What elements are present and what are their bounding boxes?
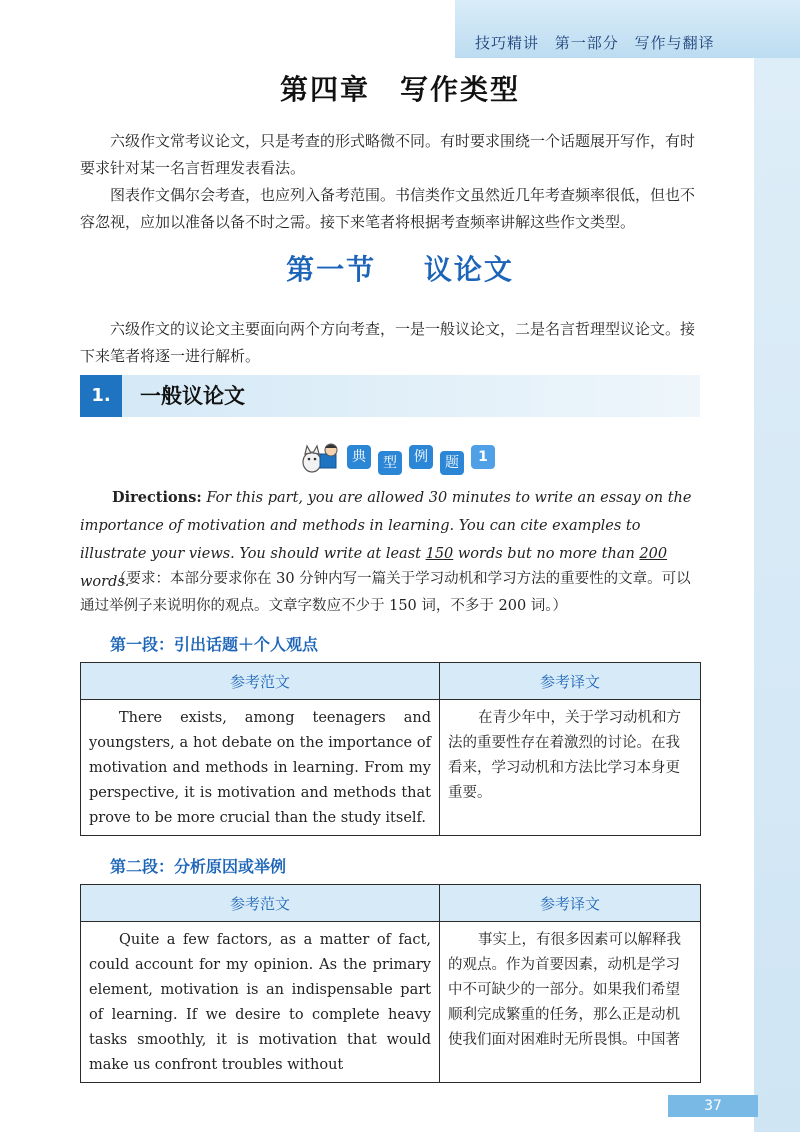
directions-text: words but no more than [457, 546, 635, 562]
paragraph-2-heading: 第二段：分析原因或举例 [110, 857, 287, 876]
side-decor-band [754, 0, 800, 1132]
example-char-tile: 题 [440, 451, 464, 475]
chapter-title: 第四章 写作类型 [279, 73, 520, 106]
column-header-cn: 参考译文 [440, 885, 701, 922]
directions-text: For this part, you are allowed 30 minutes to write an essay on the importance of motivation and methods in learning. You can cite examples to illustrate your views. You should write at least [80, 490, 692, 562]
breadcrumb-item: 技巧精讲 [475, 34, 540, 52]
directions-text: words. [80, 574, 130, 590]
example-char-tile: 型 [378, 451, 402, 475]
example-number-tile: 1 [471, 445, 495, 469]
breadcrumb [475, 32, 725, 53]
subsection-label: 一般议论文 [140, 384, 245, 408]
model-essay-en: Quite a few factors, as a matter of fact, could account for my opinion. As the primary element, motivation is an indispensable part of learning. If we desire to complete heavy tasks smoothly, it is motivation that would make us confront troubles without [81, 922, 440, 1083]
min-word-count: 150 [425, 546, 454, 562]
max-word-count: 200 [639, 546, 668, 562]
breadcrumb-item: 第一部分 [554, 34, 619, 52]
intro-paragraph-1: 六级作文常考议论文，只是考查的形式略微不同。有时要求围绕一个话题展开写作，有时要求针对某一名言哲理发表看法。 [80, 132, 696, 177]
column-header-en: 参考范文 [81, 885, 440, 922]
example-char-tile: 典 [347, 445, 371, 469]
section-title [0, 248, 800, 288]
chinese-requirement: （要求：本部分要求你在 30 分钟内写一篇关于学习动机和学习方法的重要性的文章。可以通过举例子来说明你的观点。文章字数应不少于 150 词，不多于 200 词。） [80, 571, 691, 614]
example-char-tile: 例 [409, 445, 433, 469]
column-header-cn: 参考译文 [440, 663, 701, 700]
subsection-number: 1. [80, 375, 122, 417]
example-badge [300, 440, 495, 474]
intro-paragraph-2: 图表作文偶尔会考查，也应列入备考范围。书信类作文虽然近几年考查频率很低，但也不容忽视，应加以准备以备不时之需。接下来笔者将根据考查频率讲解这些作文类型。 [80, 186, 696, 231]
paragraph-1-heading: 第一段：引出话题＋个人观点 [110, 635, 319, 654]
reference-table-2 [80, 884, 701, 1083]
running-header [455, 0, 800, 58]
column-header-en: 参考范文 [81, 663, 440, 700]
reference-table-1 [80, 662, 701, 836]
section-name: 议论文 [423, 253, 514, 286]
model-translation-cn: 事实上，有很多因素可以解释我的观点。作为首要因素，动机是学习中不可缺少的一部分。如果我们希望顺利完成繁重的任务，那么正是动机使我们面对困难时无所畏惧。中国著 [440, 922, 701, 1083]
model-translation-cn: 在青少年中，关于学习动机和方法的重要性存在着激烈的讨论。在我看来，学习动机和方法比学习本身更重要。 [440, 700, 701, 836]
breadcrumb-item: 写作与翻译 [634, 34, 715, 52]
model-essay-en: There exists, among teenagers and youngsters, a hot debate on the importance of motivation and methods in learning. From my perspective, it is motivation and methods that prove to be more crucial than the study itself. [81, 700, 440, 836]
subsection-heading [80, 375, 700, 417]
section-number: 第一节 [286, 253, 377, 286]
directions-label: Directions: [112, 489, 202, 506]
page-number: 37 [668, 1095, 758, 1117]
cat-reader-icon [300, 440, 340, 474]
section-intro-paragraph: 六级作文的议论文主要面向两个方向考查，一是一般议论文，二是名言哲理型议论文。接下来笔者将逐一进行解析。 [80, 320, 696, 365]
